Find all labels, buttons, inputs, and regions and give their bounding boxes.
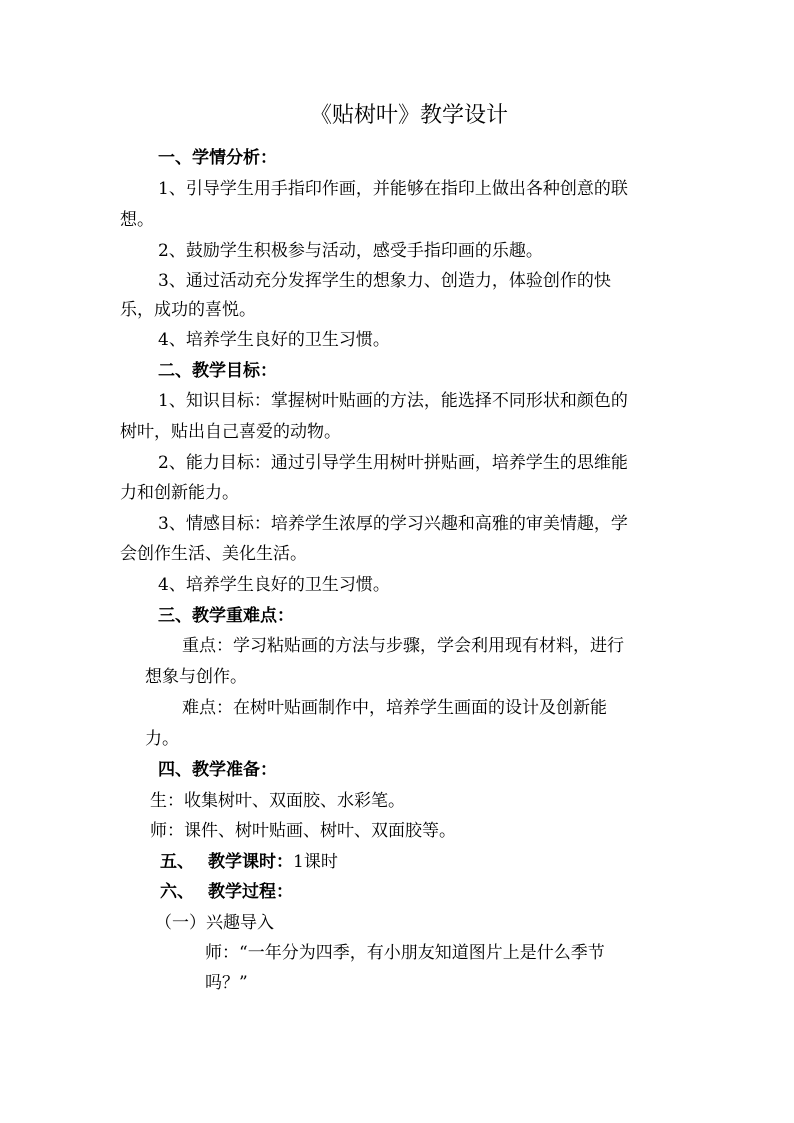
- subsection-heading: （一）兴趣导入: [155, 913, 274, 933]
- section-heading-teaching-goals: 二、教学目标：: [158, 361, 277, 381]
- section-heading-key-points: 三、教学重难点：: [158, 606, 294, 626]
- paragraph-line: 2、能力目标：通过引导学生用树叶拼贴画，培养学生的思维能: [158, 453, 628, 473]
- paragraph-line: 3、情感目标：培养学生浓厚的学习兴趣和高雅的审美情趣，学: [158, 514, 628, 534]
- section-heading-teaching-process: 教学过程：: [208, 882, 293, 902]
- paragraph-line: 乐，成功的喜悦。: [120, 300, 256, 320]
- paragraph-line: 力和创新能力。: [120, 483, 239, 503]
- page-title: 《贴树叶》教学设计: [310, 103, 509, 128]
- paragraph-line: 4、培养学生良好的卫生习惯。: [158, 575, 390, 595]
- paragraph-line: 师：“一年分为四季，有小朋友知道图片上是什么季节: [205, 943, 605, 963]
- paragraph-line: 吗？”: [205, 973, 248, 993]
- section-heading-learning-analysis: 一、学情分析：: [158, 148, 277, 168]
- paragraph-line: 树叶，贴出自己喜爱的动物。: [120, 422, 341, 442]
- section-number: 五、: [160, 852, 194, 872]
- section-heading-preparation: 四、教学准备：: [158, 760, 277, 780]
- paragraph-line: 重点：学习粘贴画的方法与步骤，学会利用现有材料，进行: [182, 636, 624, 656]
- paragraph-line: 会创作生活、美化生活。: [120, 544, 307, 564]
- paragraph-line: 生：收集树叶、双面胶、水彩笔。: [150, 791, 405, 811]
- section-teaching-process: [160, 880, 293, 904]
- section-number: 六、: [160, 882, 194, 902]
- paragraph-line: 想。: [120, 210, 154, 230]
- section-heading-class-hours: 教学课时：: [208, 852, 293, 872]
- paragraph-line: 4、培养学生良好的卫生习惯。: [158, 330, 390, 350]
- paragraph-line: 难点：在树叶贴画制作中，培养学生画面的设计及创新能: [182, 698, 607, 718]
- paragraph-line: 3、通过活动充分发挥学生的想象力、创造力，体验创作的快: [158, 271, 611, 291]
- paragraph-line: 力。: [145, 729, 179, 749]
- paragraph-line: 师：课件、树叶贴画、树叶、双面胶等。: [150, 821, 456, 841]
- paragraph-line: 1、知识目标：掌握树叶贴画的方法，能选择不同形状和颜色的: [158, 391, 628, 411]
- paragraph-line: 想象与创作。: [145, 667, 247, 687]
- paragraph-line: 1、引导学生用手指印作画，并能够在指印上做出各种创意的联: [158, 179, 628, 199]
- class-hours-value: 1课时: [293, 852, 338, 872]
- paragraph-line: 2、鼓励学生积极参与活动，感受手指印画的乐趣。: [158, 241, 543, 261]
- section-class-hours: [160, 850, 338, 874]
